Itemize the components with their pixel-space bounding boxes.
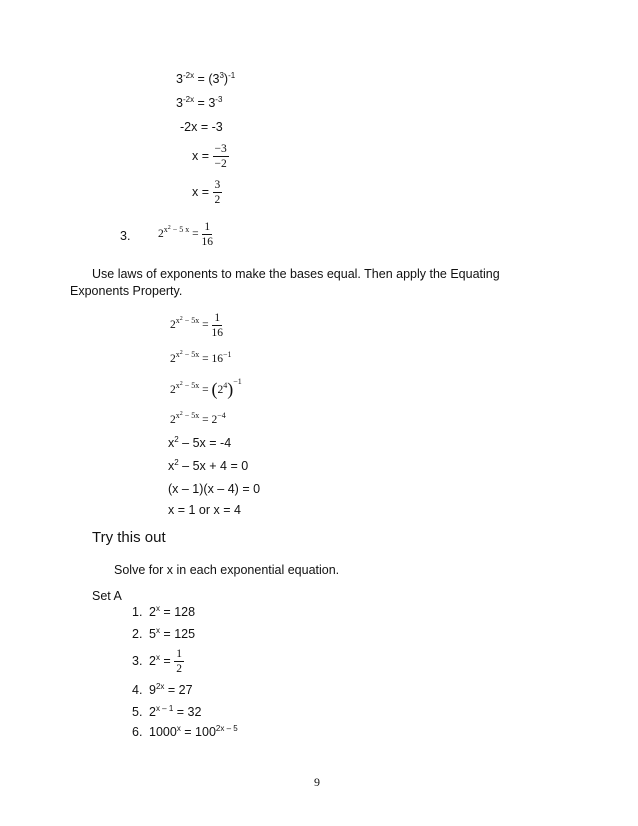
sol-line1: $2^{x^2 - 5x}$ = $\frac{1}{16}$ — [170, 312, 224, 340]
section-heading: Try this out — [92, 529, 166, 546]
fraction: $\frac{1}{16}$ — [211, 312, 224, 340]
list-item: 3. $2^x$ = $\frac{1}{2}$ — [132, 648, 182, 676]
list-item: 2. $5^x = 125$ — [132, 626, 196, 641]
ex2-step4: x = $\frac{-3}{-2}$ — [192, 143, 227, 171]
ex2-step2: $3^{-2x} = 3^{-3}$ — [176, 95, 223, 110]
ex2-step3: -2x = -3 — [180, 120, 223, 134]
try-instruction: Solve for x in each exponential equation. — [114, 563, 340, 577]
list-item: 4. $9^{2x} = 27$ — [132, 682, 193, 697]
set-label: Set A — [92, 589, 122, 603]
list-item: 6. $1000^x = 100^{2x - 5}$ — [132, 724, 238, 739]
ex3-number: 3. — [120, 229, 131, 243]
sol-line3: $2^{x^2 - 5x} = (2^4)^{-1}$ — [170, 377, 242, 399]
sol-line7: (x – 1)(x – 4) = 0 — [168, 482, 261, 496]
fraction: $\frac{1}{16}$ — [201, 221, 214, 249]
sol-line6: $x^2 - 5x + 4 = 0$ — [168, 458, 249, 473]
sol-line8: x = 1 or x = 4 — [168, 503, 241, 517]
ex2-step5: x = $\frac{3}{2}$ — [192, 179, 221, 207]
sol-line2: $2^{x^2 - 5x} = 16^{-1}$ — [170, 350, 232, 365]
sol-line5: $x^2 - 5x = -4$ — [168, 435, 232, 450]
fraction: $\frac{3}{2}$ — [214, 179, 221, 207]
ex2-step1: $3^{-2x} = (3^3)^{-1}$ — [176, 71, 236, 86]
page-number: 9 — [314, 775, 320, 789]
list-item: 5. $2^{x - 1} = 32$ — [132, 704, 202, 719]
ex3-equation: $2^{x^2 - 5 x}$ = $\frac{1}{16}$ — [158, 221, 214, 249]
list-item: 1. $2^x = 128$ — [132, 604, 196, 619]
ex3-instruction: Use laws of exponents to make the bases equal. Then apply the Equating Exponents Property. — [70, 267, 500, 298]
fraction: $\frac{-3}{-2}$ — [214, 143, 227, 171]
sol-line4: $2^{x^2 - 5x} = 2^{-4}$ — [170, 411, 226, 426]
fraction: $\frac{1}{2}$ — [176, 648, 182, 676]
